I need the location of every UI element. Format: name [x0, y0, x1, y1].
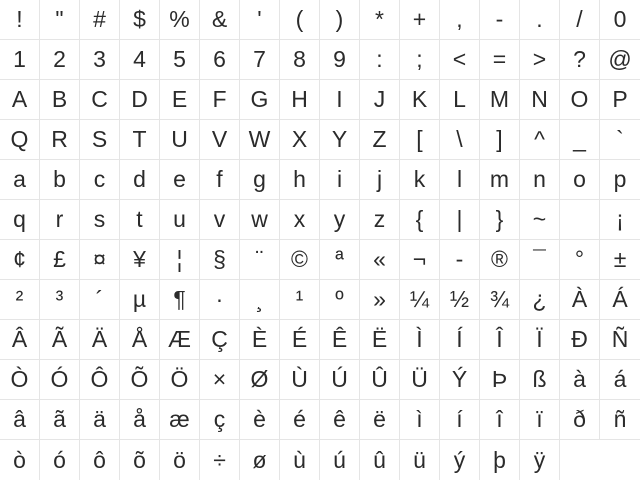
- glyph-cell[interactable]: b: [40, 160, 80, 200]
- glyph-cell[interactable]: ¡: [600, 200, 640, 240]
- glyph-cell[interactable]: a: [0, 160, 40, 200]
- glyph-cell[interactable]: æ: [160, 400, 200, 440]
- glyph-cell[interactable]: ÷: [200, 440, 240, 480]
- glyph-cell[interactable]: º: [320, 280, 360, 320]
- glyph-cell[interactable]: ³: [40, 280, 80, 320]
- glyph-cell[interactable]: Ë: [360, 320, 400, 360]
- glyph-cell[interactable]: »: [360, 280, 400, 320]
- glyph-cell[interactable]: Þ: [480, 360, 520, 400]
- glyph-cell[interactable]: Ñ: [600, 320, 640, 360]
- glyph-cell[interactable]: ): [320, 0, 360, 40]
- glyph-cell[interactable]: Ó: [40, 360, 80, 400]
- glyph-cell[interactable]: Ö: [160, 360, 200, 400]
- glyph-cell[interactable]: $: [120, 0, 160, 40]
- glyph-cell[interactable]: -: [480, 0, 520, 40]
- glyph-cell[interactable]: ©: [280, 240, 320, 280]
- glyph-cell[interactable]: ö: [160, 440, 200, 480]
- glyph-cell[interactable]: Ò: [0, 360, 40, 400]
- glyph-cell[interactable]: C: [80, 80, 120, 120]
- glyph-cell[interactable]: *: [360, 0, 400, 40]
- glyph-cell[interactable]: â: [0, 400, 40, 440]
- glyph-cell[interactable]: 8: [280, 40, 320, 80]
- glyph-cell[interactable]: 9: [320, 40, 360, 80]
- glyph-cell[interactable]: z: [360, 200, 400, 240]
- glyph-cell[interactable]: p: [600, 160, 640, 200]
- glyph-cell[interactable]: :: [360, 40, 400, 80]
- glyph-cell[interactable]: D: [120, 80, 160, 120]
- glyph-cell[interactable]: «: [360, 240, 400, 280]
- glyph-cell[interactable]: g: [240, 160, 280, 200]
- glyph-cell[interactable]: í: [440, 400, 480, 440]
- glyph-cell[interactable]: ¤: [80, 240, 120, 280]
- glyph-cell[interactable]: ¢: [0, 240, 40, 280]
- glyph-cell[interactable]: ¹: [280, 280, 320, 320]
- glyph-cell[interactable]: å: [120, 400, 160, 440]
- glyph-cell[interactable]: \: [440, 120, 480, 160]
- glyph-cell[interactable]: (: [280, 0, 320, 40]
- glyph-cell[interactable]: ù: [280, 440, 320, 480]
- glyph-cell[interactable]: 1: [0, 40, 40, 80]
- glyph-cell[interactable]: Ú: [320, 360, 360, 400]
- glyph-cell[interactable]: Æ: [160, 320, 200, 360]
- glyph-cell[interactable]: X: [280, 120, 320, 160]
- glyph-cell[interactable]: ´: [80, 280, 120, 320]
- glyph-cell[interactable]: ½: [440, 280, 480, 320]
- glyph-cell[interactable]: ®: [480, 240, 520, 280]
- glyph-cell[interactable]: l: [440, 160, 480, 200]
- glyph-cell[interactable]: 2: [40, 40, 80, 80]
- glyph-cell[interactable]: @: [600, 40, 640, 80]
- glyph-cell[interactable]: s: [80, 200, 120, 240]
- glyph-cell[interactable]: Ê: [320, 320, 360, 360]
- glyph-cell[interactable]: o: [560, 160, 600, 200]
- glyph-cell[interactable]: G: [240, 80, 280, 120]
- glyph-cell[interactable]: [: [400, 120, 440, 160]
- glyph-cell[interactable]: L: [440, 80, 480, 120]
- glyph-cell[interactable]: >: [520, 40, 560, 80]
- glyph-cell[interactable]: ÿ: [520, 440, 560, 480]
- glyph-cell[interactable]: ²: [0, 280, 40, 320]
- glyph-cell[interactable]: Y: [320, 120, 360, 160]
- glyph-cell[interactable]: {: [400, 200, 440, 240]
- glyph-cell[interactable]: §: [200, 240, 240, 280]
- glyph-cell[interactable]: ?: [560, 40, 600, 80]
- glyph-cell[interactable]: ç: [200, 400, 240, 440]
- glyph-cell[interactable]: 6: [200, 40, 240, 80]
- glyph-cell[interactable]: r: [40, 200, 80, 240]
- glyph-cell[interactable]: É: [280, 320, 320, 360]
- glyph-cell[interactable]: Í: [440, 320, 480, 360]
- glyph-cell[interactable]: 0: [600, 0, 640, 40]
- glyph-cell[interactable]: Õ: [120, 360, 160, 400]
- glyph-cell[interactable]: Ï: [520, 320, 560, 360]
- glyph-cell[interactable]: ¨: [240, 240, 280, 280]
- glyph-cell[interactable]: È: [240, 320, 280, 360]
- glyph-cell[interactable]: K: [400, 80, 440, 120]
- glyph-cell[interactable]: E: [160, 80, 200, 120]
- glyph-cell[interactable]: Q: [0, 120, 40, 160]
- glyph-cell[interactable]: U: [160, 120, 200, 160]
- glyph-cell[interactable]: F: [200, 80, 240, 120]
- glyph-cell[interactable]: ú: [320, 440, 360, 480]
- glyph-cell[interactable]: !: [0, 0, 40, 40]
- glyph-cell[interactable]: /: [560, 0, 600, 40]
- glyph-cell[interactable]: T: [120, 120, 160, 160]
- glyph-cell[interactable]: û: [360, 440, 400, 480]
- glyph-cell[interactable]: H: [280, 80, 320, 120]
- glyph-cell[interactable]: ;: [400, 40, 440, 80]
- glyph-cell[interactable]: ^: [520, 120, 560, 160]
- glyph-cell[interactable]: ò: [0, 440, 40, 480]
- glyph-cell[interactable]: e: [160, 160, 200, 200]
- glyph-cell[interactable]: V: [200, 120, 240, 160]
- glyph-cell[interactable]: Ø: [240, 360, 280, 400]
- glyph-cell[interactable]: I: [320, 80, 360, 120]
- glyph-cell[interactable]: Á: [600, 280, 640, 320]
- glyph-cell[interactable]: d: [120, 160, 160, 200]
- glyph-cell[interactable]: Ç: [200, 320, 240, 360]
- glyph-cell[interactable]: W: [240, 120, 280, 160]
- glyph-cell[interactable]: Z: [360, 120, 400, 160]
- glyph-cell[interactable]: ~: [520, 200, 560, 240]
- glyph-cell[interactable]: þ: [480, 440, 520, 480]
- glyph-cell[interactable]: q: [0, 200, 40, 240]
- glyph-cell[interactable]: Â: [0, 320, 40, 360]
- glyph-cell[interactable]: =: [480, 40, 520, 80]
- glyph-cell[interactable]: õ: [120, 440, 160, 480]
- glyph-cell[interactable]: µ: [120, 280, 160, 320]
- glyph-cell[interactable]: ]: [480, 120, 520, 160]
- empty-cell: [600, 440, 640, 480]
- glyph-cell[interactable]: ü: [400, 440, 440, 480]
- glyph-cell[interactable]: c: [80, 160, 120, 200]
- glyph-cell[interactable]: }: [480, 200, 520, 240]
- glyph-cell[interactable]: ª: [320, 240, 360, 280]
- glyph-cell[interactable]: ¾: [480, 280, 520, 320]
- glyph-cell[interactable]: f: [200, 160, 240, 200]
- glyph-cell[interactable]: ó: [40, 440, 80, 480]
- glyph-cell[interactable]: w: [240, 200, 280, 240]
- glyph-cell[interactable]: Ã: [40, 320, 80, 360]
- glyph-cell[interactable]: S: [80, 120, 120, 160]
- glyph-cell[interactable]: y: [320, 200, 360, 240]
- glyph-cell[interactable]: ê: [320, 400, 360, 440]
- glyph-cell[interactable]: Ý: [440, 360, 480, 400]
- glyph-cell[interactable]: ¥: [120, 240, 160, 280]
- empty-cell: [560, 200, 600, 240]
- glyph-cell[interactable]: À: [560, 280, 600, 320]
- glyph-cell[interactable]: k: [400, 160, 440, 200]
- glyph-cell[interactable]: |: [440, 200, 480, 240]
- glyph-cell[interactable]: ×: [200, 360, 240, 400]
- glyph-cell[interactable]: A: [0, 80, 40, 120]
- glyph-cell[interactable]: Ô: [80, 360, 120, 400]
- glyph-cell[interactable]: N: [520, 80, 560, 120]
- glyph-cell[interactable]: Å: [120, 320, 160, 360]
- glyph-cell[interactable]: R: [40, 120, 80, 160]
- glyph-cell[interactable]: ø: [240, 440, 280, 480]
- glyph-cell[interactable]: #: [80, 0, 120, 40]
- glyph-cell[interactable]: 4: [120, 40, 160, 80]
- glyph-cell[interactable]: P: [600, 80, 640, 120]
- glyph-cell[interactable]: -: [440, 240, 480, 280]
- glyph-cell[interactable]: ô: [80, 440, 120, 480]
- glyph-cell[interactable]: ': [240, 0, 280, 40]
- glyph-cell[interactable]: `: [600, 120, 640, 160]
- glyph-cell[interactable]: m: [480, 160, 520, 200]
- glyph-cell[interactable]: Ì: [400, 320, 440, 360]
- glyph-cell[interactable]: h: [280, 160, 320, 200]
- glyph-cell[interactable]: é: [280, 400, 320, 440]
- glyph-cell[interactable]: á: [600, 360, 640, 400]
- glyph-cell[interactable]: Ð: [560, 320, 600, 360]
- glyph-cell[interactable]: è: [240, 400, 280, 440]
- glyph-cell[interactable]: Û: [360, 360, 400, 400]
- glyph-cell[interactable]: ¬: [400, 240, 440, 280]
- glyph-cell[interactable]: ": [40, 0, 80, 40]
- glyph-cell[interactable]: n: [520, 160, 560, 200]
- glyph-cell[interactable]: ¦: [160, 240, 200, 280]
- glyph-cell[interactable]: %: [160, 0, 200, 40]
- glyph-cell[interactable]: Ä: [80, 320, 120, 360]
- glyph-cell[interactable]: M: [480, 80, 520, 120]
- glyph-cell[interactable]: ¶: [160, 280, 200, 320]
- glyph-cell[interactable]: 3: [80, 40, 120, 80]
- glyph-cell[interactable]: ¯: [520, 240, 560, 280]
- glyph-cell[interactable]: 5: [160, 40, 200, 80]
- glyph-cell[interactable]: ¸: [240, 280, 280, 320]
- glyph-cell[interactable]: ·: [200, 280, 240, 320]
- glyph-cell[interactable]: ß: [520, 360, 560, 400]
- glyph-cell[interactable]: j: [360, 160, 400, 200]
- glyph-cell[interactable]: B: [40, 80, 80, 120]
- glyph-cell[interactable]: °: [560, 240, 600, 280]
- glyph-cell[interactable]: Î: [480, 320, 520, 360]
- glyph-cell[interactable]: ñ: [600, 400, 640, 440]
- glyph-cell[interactable]: ï: [520, 400, 560, 440]
- glyph-cell[interactable]: &: [200, 0, 240, 40]
- glyph-cell[interactable]: x: [280, 200, 320, 240]
- glyph-cell[interactable]: O: [560, 80, 600, 120]
- glyph-cell[interactable]: i: [320, 160, 360, 200]
- glyph-cell[interactable]: 7: [240, 40, 280, 80]
- glyph-cell[interactable]: ¼: [400, 280, 440, 320]
- glyph-cell[interactable]: ä: [80, 400, 120, 440]
- glyph-cell[interactable]: .: [520, 0, 560, 40]
- glyph-cell[interactable]: ¿: [520, 280, 560, 320]
- glyph-cell[interactable]: t: [120, 200, 160, 240]
- glyph-cell[interactable]: ±: [600, 240, 640, 280]
- glyph-cell[interactable]: ð: [560, 400, 600, 440]
- glyph-cell[interactable]: ì: [400, 400, 440, 440]
- glyph-cell[interactable]: ã: [40, 400, 80, 440]
- glyph-cell[interactable]: +: [400, 0, 440, 40]
- glyph-cell[interactable]: à: [560, 360, 600, 400]
- glyph-cell[interactable]: ,: [440, 0, 480, 40]
- glyph-cell[interactable]: Ü: [400, 360, 440, 400]
- empty-cell: [560, 440, 600, 480]
- glyph-cell[interactable]: _: [560, 120, 600, 160]
- glyph-cell[interactable]: î: [480, 400, 520, 440]
- glyph-cell[interactable]: J: [360, 80, 400, 120]
- glyph-cell[interactable]: Ù: [280, 360, 320, 400]
- glyph-cell[interactable]: ë: [360, 400, 400, 440]
- glyph-cell[interactable]: £: [40, 240, 80, 280]
- glyph-cell[interactable]: <: [440, 40, 480, 80]
- glyph-cell[interactable]: ý: [440, 440, 480, 480]
- glyph-cell[interactable]: v: [200, 200, 240, 240]
- glyph-cell[interactable]: u: [160, 200, 200, 240]
